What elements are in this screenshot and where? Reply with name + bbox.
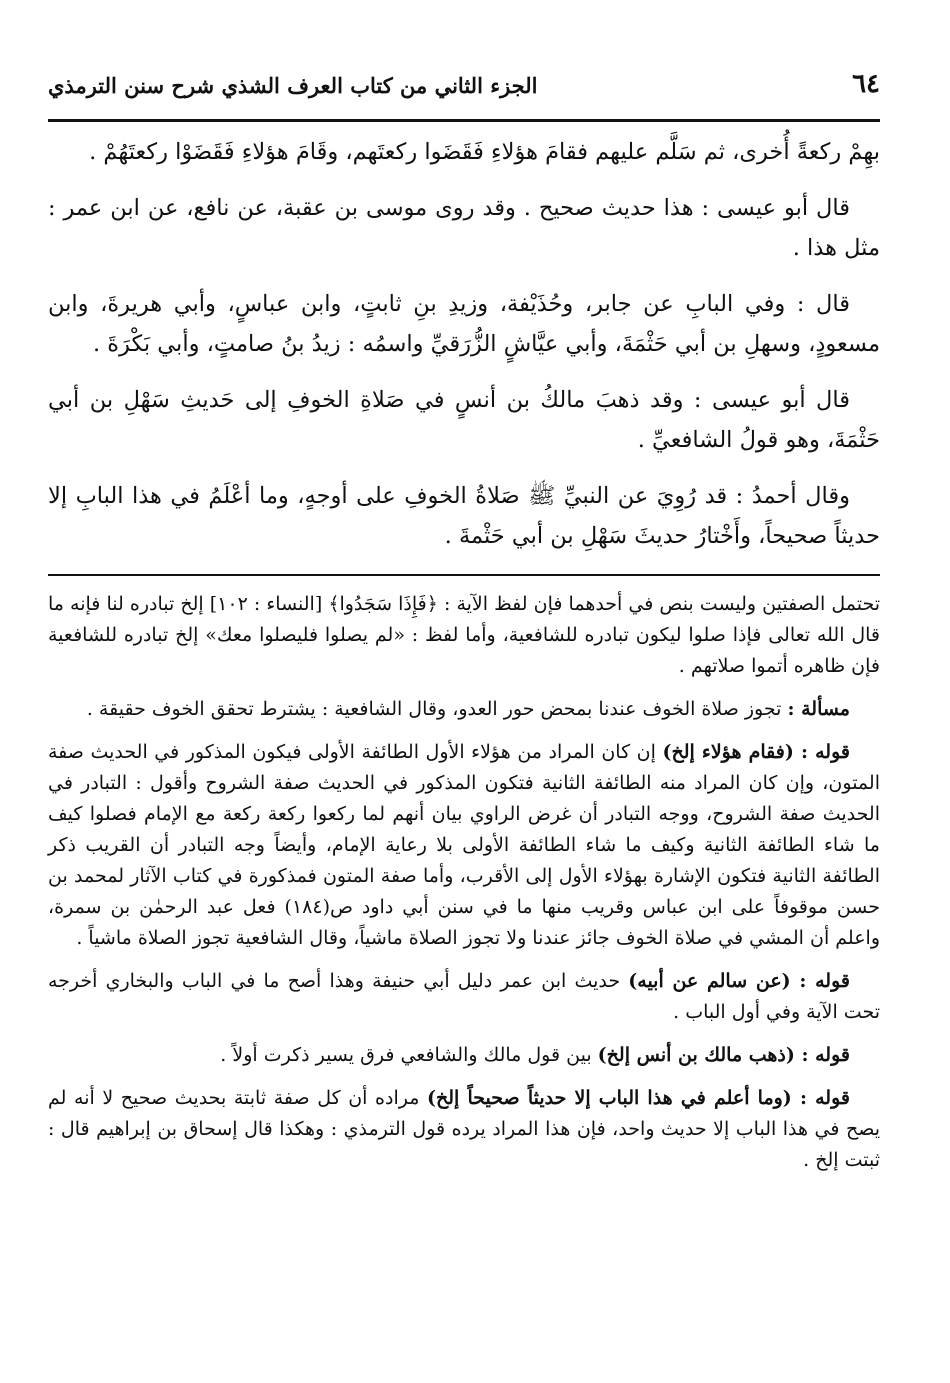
header-rule [48,119,880,122]
footnote-paragraph-6 [48,1083,880,1176]
footnote-heading: قوله : (ذهب مالك بن أنس إلخ) [597,1044,850,1066]
footnote-heading: قوله : (وما أعلم في هذا الباب إلا حديثاً صحيحاً إلخ) [427,1087,850,1109]
main-paragraph-3: قال : وفي البابِ عن جابر، وحُذَيْفة، وزيدِ بنِ ثابتٍ، وابن عباسٍ، وأبي هريرةَ، وابن مسعودٍ، وسهلِ بن أبي حَثْمَةَ، وأبي عيَّاشٍ الزُّرَقيِّ واسمُه : زيدُ بنُ صامتٍ، وأبي بَكْرَةَ . [48,291,880,357]
hadith-text [48,132,880,572]
footnote-heading: قوله : (فقام هؤلاء إلخ) [662,741,850,763]
footnote-text: حديث ابن عمر دليل أبي حنيفة وهذا أصح ما في الباب والبخاري أخرجه تحت الآية وفي أول الباب . [48,970,880,1023]
footnote-heading: مسألة : [787,698,850,720]
page-number: ٦٤ [852,69,880,99]
main-paragraph-5: وقال أحمدُ : قد رُوِيَ عن النبيِّ ﷺ صَلاةُ الخوفِ على أوجهٍ، وما أعْلَمُ في هذا البابِ إلا حديثاً صحيحاً، وأَخْتارُ حديثَ سَهْلِ بن أبي حَثْمةَ . [48,483,880,549]
footnote-rule [48,574,880,576]
footnote-paragraph-2 [48,694,880,725]
commentary-footnotes [48,589,880,1188]
footnote-text: مراده أن كل صفة ثابتة بحديث صحيح لا أنه لم يصح في هذا الباب إلا حديث واحد، فإن هذا المراد يرده قول الترمذي : وهكذا قال إسحاق بن إبراهيم قال : ثبتت إلخ . [48,1087,880,1171]
main-paragraph-4: قال أبو عيسى : وقد ذهبَ مالكُ بن أنسٍ في صَلاةِ الخوفِ إلى حَديثِ سَهْلِ بن أبي حَثْمَةَ، وهو قولُ الشافعيِّ . [48,387,880,453]
footnote-text: بين قول مالك والشافعي فرق يسير ذكرت أولاً . [220,1044,598,1066]
footnote-paragraph-1 [48,589,880,682]
footnote-paragraph-3 [48,737,880,954]
footnote-heading: قوله : (عن سالم عن أبيه) [628,970,850,992]
running-title: الجزء الثاني من كتاب العرف الشذي شرح سنن الترمذي [48,73,538,98]
footnote-text: تحتمل الصفتين وليست بنص في أحدهما فإن لفظ الآية : ﴿فَإِذَا سَجَدُوا﴾ [النساء : ١٠٢] إلخ تبادره لنا فإنه ما قال الله تعالى فإذا صلوا ليكون تبادره للشافعية، وأما لفظ : «لم يصلوا فليصلوا معك» إلخ تبادره للشافعية فإن ظاهره أتموا صلاتهم . [48,593,880,677]
footnote-text: إن كان المراد من هؤلاء الأول الطائفة الأولى فيكون المذكور في الحديث صفة المتون، وإن كان المراد منه الطائفة الثانية فتكون المذكور في الحديث صفة الشروح وأقول : التبادر في الحديث صفة الشروح، ووجه التبادر أن غرض الراوي بيان أنهم لما ركعوا ركعة ركعة مع الإمام فصلوا كيف ما شاء الطائفة الثانية وكيف ما شاء الطائفة الأولى بلا رعاية الإمام، وأيضاً وجه التبادر أن القريب ذكر الطائفة الثانية فتكون الإشارة بهؤلاء الأول إلى الأقرب، وأما صفة المتون فمذكورة في كتاب الآثار لمحمد بن حسن موقوفاً على ابن عباس وقريب منها ما في سنن أبي داود ص(١٨٤) فعل عبد الرحمٰن بن سمرة، واعلم أن المشي في صلاة الخوف جائز عندنا ولا تجوز الصلاة ماشياً، وقال الشافعية تجوز الصلاة ماشياً . [48,741,881,949]
footnote-paragraph-5 [48,1040,880,1071]
footnote-paragraph-4 [48,966,880,1028]
main-paragraph-2: قال أبو عيسى : هذا حديث صحيح . وقد روى موسى بن عقبة، عن نافع، عن ابن عمر : مثل هذا . [48,195,880,261]
main-paragraph-1: بهِمْ ركعةً أُخرى، ثم سَلَّم عليهم فقامَ هؤلاءِ فَقَضَوا ركعتَهم، وقَامَ هؤلاءِ فَقَضَوْا ركعتَهُمْ . [89,139,880,165]
footnote-text: تجوز صلاة الخوف عندنا بمحض حور العدو، وقال الشافعية : يشترط تحقق الخوف حقيقة . [86,698,788,720]
page-header [48,66,880,110]
